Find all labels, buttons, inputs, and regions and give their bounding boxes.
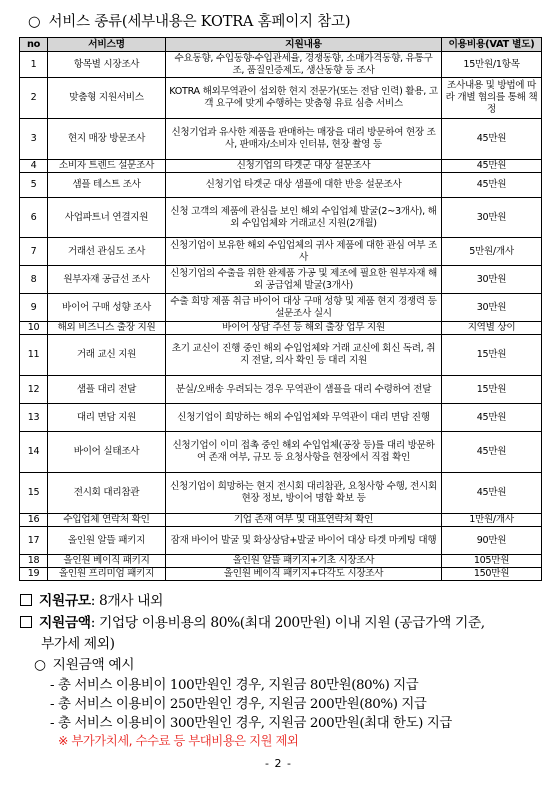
- support-amount-continuation: 부가세 제외): [41, 636, 115, 652]
- table-body: [20, 52, 542, 581]
- table-row: [20, 198, 542, 238]
- cell-fee: 지역별 상이: [442, 322, 542, 335]
- cell-support-content: 신청기업의 타겟군 대상 설문조사: [166, 160, 442, 173]
- circle-bullet-icon: ○: [34, 657, 46, 673]
- cell-fee: 조사내용 및 방법에 따라 개별 협의를 통해 책정: [442, 78, 542, 119]
- table-row: [20, 52, 542, 78]
- cell-service-name: 거래선 관심도 조사: [48, 238, 166, 266]
- cell-support-content: 잠재 바이어 발굴 및 화상상담+발굴 바이어 대상 타겟 마케팅 대행: [166, 527, 442, 555]
- example-title: 지원금액 예시: [52, 657, 135, 673]
- checkbox-square-icon: [20, 594, 32, 606]
- cell-support-content: 신청 고객의 제품에 관심을 보인 해외 수입업체 발굴(2~3개사), 해외 수입업체와 거래교신 지원(2개월): [166, 198, 442, 238]
- table-row: [20, 527, 542, 555]
- note-text: ※ 부가가치세, 수수료 등 부대비용은 지원 제외: [58, 733, 299, 748]
- cell-fee: 30만원: [442, 266, 542, 294]
- cell-no: 1: [20, 52, 48, 78]
- table-row: [20, 266, 542, 294]
- cell-service-name: 전시회 대리참관: [48, 473, 166, 514]
- support-amount-line: [20, 611, 485, 631]
- cell-support-content: 기업 존재 여부 및 대표연락처 확인: [166, 514, 442, 527]
- cell-fee: 45만원: [442, 160, 542, 173]
- table-row: [20, 173, 542, 198]
- cell-support-content: 신청기업이 희망하는 해외 수입업체와 무역관이 대리 면담 진행: [166, 404, 442, 432]
- header-fee: 이용비용(VAT 별도): [442, 38, 542, 52]
- cell-fee: 1만원/개사: [442, 514, 542, 527]
- cell-fee: 5만원/개사: [442, 238, 542, 266]
- cell-fee: 45만원: [442, 432, 542, 473]
- support-scale-label: 지원규모: [39, 593, 91, 609]
- cell-no: 6: [20, 198, 48, 238]
- cell-service-name: 올인원 알뜰 패키지: [48, 527, 166, 555]
- table-header-row: [20, 38, 542, 52]
- section-title-text: 서비스 종류(세부내용은 KOTRA 홈페이지 참고): [48, 14, 351, 30]
- cell-fee: 45만원: [442, 404, 542, 432]
- cell-fee: 30만원: [442, 294, 542, 322]
- table-row: [20, 78, 542, 119]
- cell-no: 12: [20, 376, 48, 404]
- cell-service-name: 원부자재 공급선 조사: [48, 266, 166, 294]
- cell-support-content: 신청기업이 희망하는 현지 전시회 대리참관, 요청사항 수행, 전시회 현장 정보, 방이어 명함 확보 등: [166, 473, 442, 514]
- cell-no: 7: [20, 238, 48, 266]
- cell-service-name: 맞춤형 지원서비스: [48, 78, 166, 119]
- cell-service-name: 바이어 실태조사: [48, 432, 166, 473]
- cell-service-name: 올인원 프리미엄 패키지: [48, 568, 166, 581]
- support-amount-label: 지원금액: [39, 615, 91, 631]
- example-item-1: - 총 서비스 이용비이 100만원인 경우, 지원금 80만원(80%) 지급: [50, 678, 419, 693]
- cell-fee: 15만원: [442, 335, 542, 376]
- cell-no: 8: [20, 266, 48, 294]
- cell-service-name: 해외 비즈니스 출장 지원: [48, 322, 166, 335]
- cell-fee: 150만원: [442, 568, 542, 581]
- cell-service-name: 대리 면담 지원: [48, 404, 166, 432]
- table-row: [20, 404, 542, 432]
- cell-no: 5: [20, 173, 48, 198]
- cell-support-content: 분실/오배송 우려되는 경우 무역관이 샘플을 대리 수령하여 전달: [166, 376, 442, 404]
- cell-support-content: 신청기업 타겟군 대상 샘플에 대한 반응 설문조사: [166, 173, 442, 198]
- cell-no: 4: [20, 160, 48, 173]
- cell-no: 15: [20, 473, 48, 514]
- cell-service-name: 거래 교신 지원: [48, 335, 166, 376]
- cell-fee: 45만원: [442, 119, 542, 160]
- example-heading: [34, 653, 134, 673]
- cell-service-name: 샘플 대리 전달: [48, 376, 166, 404]
- support-scale-line: [20, 589, 163, 609]
- cell-support-content: 바이어 상담 주선 등 해외 출장 업무 지원: [166, 322, 442, 335]
- cell-fee: 90만원: [442, 527, 542, 555]
- support-amount-value: : 기업당 이용비용의 80%(최대 200만원) 이내 지원 (공급가액 기준,: [90, 615, 485, 631]
- cell-no: 16: [20, 514, 48, 527]
- cell-service-name: 수입업체 연락처 확인: [48, 514, 166, 527]
- cell-service-name: 사업파트너 연결지원: [48, 198, 166, 238]
- table-row: [20, 294, 542, 322]
- checkbox-square-icon: [20, 616, 32, 628]
- cell-no: 17: [20, 527, 48, 555]
- example-item-2: - 총 서비스 이용비이 250만원인 경우, 지원금 200만원(80%) 지급: [50, 697, 427, 712]
- cell-no: 18: [20, 555, 48, 568]
- cell-no: 9: [20, 294, 48, 322]
- cell-support-content: 올인원 베이직 패키지+다각도 시장조사: [166, 568, 442, 581]
- cell-service-name: 소비자 트렌드 설문조사: [48, 160, 166, 173]
- table-row: [20, 432, 542, 473]
- cell-fee: 15만원/1항목: [442, 52, 542, 78]
- cell-fee: 45만원: [442, 173, 542, 198]
- cell-service-name: 항목별 시장조사: [48, 52, 166, 78]
- cell-support-content: 수출 희망 제품 취급 바이어 대상 구매 성향 및 제품 현지 경쟁력 등 설문조사 실시: [166, 294, 442, 322]
- table-row: [20, 473, 542, 514]
- table-row: [20, 555, 542, 568]
- cell-no: 10: [20, 322, 48, 335]
- page-number: - 2 -: [265, 757, 292, 770]
- table-row: [20, 238, 542, 266]
- table-row: [20, 160, 542, 173]
- circle-bullet-icon: ○: [28, 14, 41, 30]
- cell-no: 3: [20, 119, 48, 160]
- cell-support-content: 수요동향, 수입동향·수입관세율, 경쟁동향, 소매가격동향, 유통구조, 품질인증제도, 생산동향 등 조사: [166, 52, 442, 78]
- table-row: [20, 335, 542, 376]
- table-row: [20, 322, 542, 335]
- cell-support-content: 신청기업과 유사한 제품을 판매하는 매장을 대리 방문하여 현장 조사, 판매자/소비자 인터뷰, 현장 촬영 등: [166, 119, 442, 160]
- example-item-3: - 총 서비스 이용비이 300만원인 경우, 지원금 200만원(최대 한도) 지급: [50, 716, 452, 731]
- cell-service-name: 현지 매장 방문조사: [48, 119, 166, 160]
- cell-fee: 30만원: [442, 198, 542, 238]
- cell-service-name: 샘플 테스트 조사: [48, 173, 166, 198]
- cell-no: 14: [20, 432, 48, 473]
- table-row: [20, 568, 542, 581]
- cell-no: 19: [20, 568, 48, 581]
- cell-no: 2: [20, 78, 48, 119]
- cell-fee: 15만원: [442, 376, 542, 404]
- cell-support-content: 신청기업이 이미 접촉 중인 해외 수입업체(공장 등)를 대리 방문하여 존재 여부, 규모 등 요청사항을 현장에서 직접 확인: [166, 432, 442, 473]
- header-support-content: 지원내용: [166, 38, 442, 52]
- table-row: [20, 514, 542, 527]
- cell-no: 13: [20, 404, 48, 432]
- cell-service-name: 바이어 구매 성향 조사: [48, 294, 166, 322]
- service-table: [19, 37, 542, 581]
- header-service-name: 서비스명: [48, 38, 166, 52]
- cell-support-content: 초기 교신이 진행 중인 해외 수입업체와 거래 교신에 회신 독려, 취지 전달, 의사 확인 등 대리 지원: [166, 335, 442, 376]
- section-heading: [28, 10, 350, 31]
- cell-support-content: 신청기업의 수출을 위한 완제품 가공 및 제조에 필요한 원부자재 해외 공급업체 발굴(3개사): [166, 266, 442, 294]
- support-scale-value: : 8개사 내외: [90, 593, 164, 609]
- cell-no: 11: [20, 335, 48, 376]
- table-row: [20, 119, 542, 160]
- table-row: [20, 376, 542, 404]
- cell-support-content: 신청기업이 보유한 해외 수입업체의 귀사 제품에 대한 관심 여부 조사: [166, 238, 442, 266]
- cell-support-content: KOTRA 해외무역관이 섭외한 현지 전문가(또는 전담 인력) 활용, 고객 요구에 맞게 수행하는 맞춤형 유료 심층 서비스: [166, 78, 442, 119]
- header-no: no: [20, 38, 48, 52]
- cell-support-content: 올인원 알뜰 패키지+기초 시장조사: [166, 555, 442, 568]
- cell-fee: 105만원: [442, 555, 542, 568]
- cell-service-name: 올인원 베이직 패키지: [48, 555, 166, 568]
- cell-fee: 45만원: [442, 473, 542, 514]
